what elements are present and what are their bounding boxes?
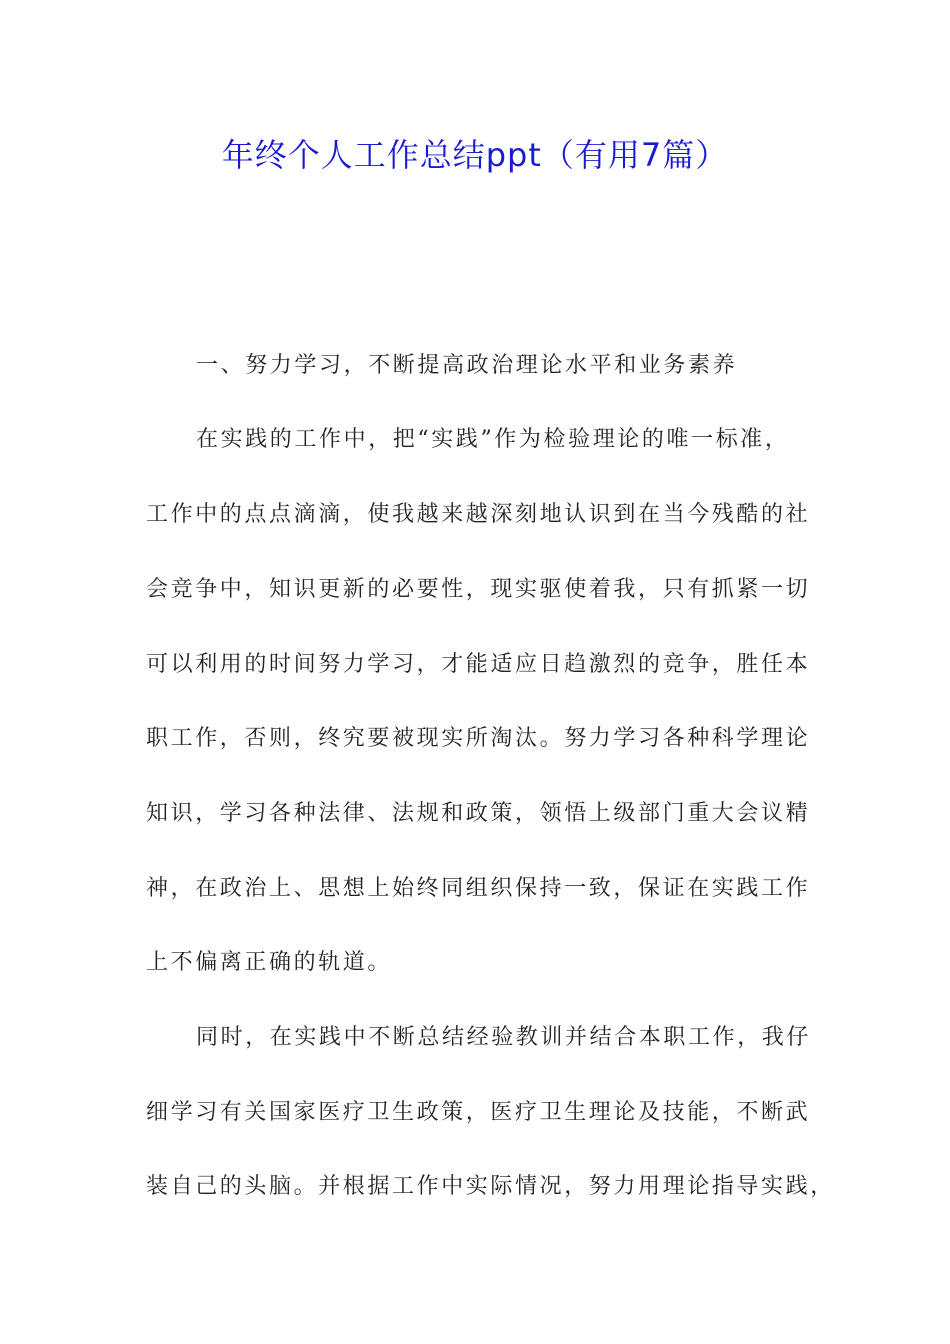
paragraph-line: 工作中的点点滴滴，使我越来越深刻地认识到在当今残酷的社 [146, 502, 811, 527]
document-title: 年终个人工作总结ppt（有用7篇） [221, 136, 729, 174]
paragraph-line: 同时，在实践中不断总结经验教训并结合本职工作，我仔 [196, 1025, 812, 1050]
paragraph-line: 在实践的工作中，把“实践”作为检验理论的唯一标准， [196, 427, 790, 452]
paragraph-line: 上不偏离正确的轨道。 [146, 950, 393, 975]
section-heading: 一、努力学习，不断提高政治理论水平和业务素养 [196, 353, 738, 378]
paragraph-line: 装自己的头脑。并根据工作中实际情况，努力用理论指导实践， [146, 1174, 835, 1199]
paragraph-line: 知识，学习各种法律、法规和政策，领悟上级部门重大会议精 [146, 801, 811, 826]
paragraph-line: 神，在政治上、思想上始终同组织保持一致，保证在实践工作 [146, 876, 811, 901]
paragraph-line: 会竞争中，知识更新的必要性，现实驱使着我，只有抓紧一切 [146, 577, 811, 602]
paragraph-line: 细学习有关国家医疗卫生政策，医疗卫生理论及技能，不断武 [146, 1100, 811, 1125]
paragraph-line: 职工作，否则，终究要被现实所淘汰。努力学习各种科学理论 [146, 726, 811, 751]
paragraph-line: 可以利用的时间努力学习，才能适应日趋激烈的竞争，胜任本 [146, 652, 811, 677]
